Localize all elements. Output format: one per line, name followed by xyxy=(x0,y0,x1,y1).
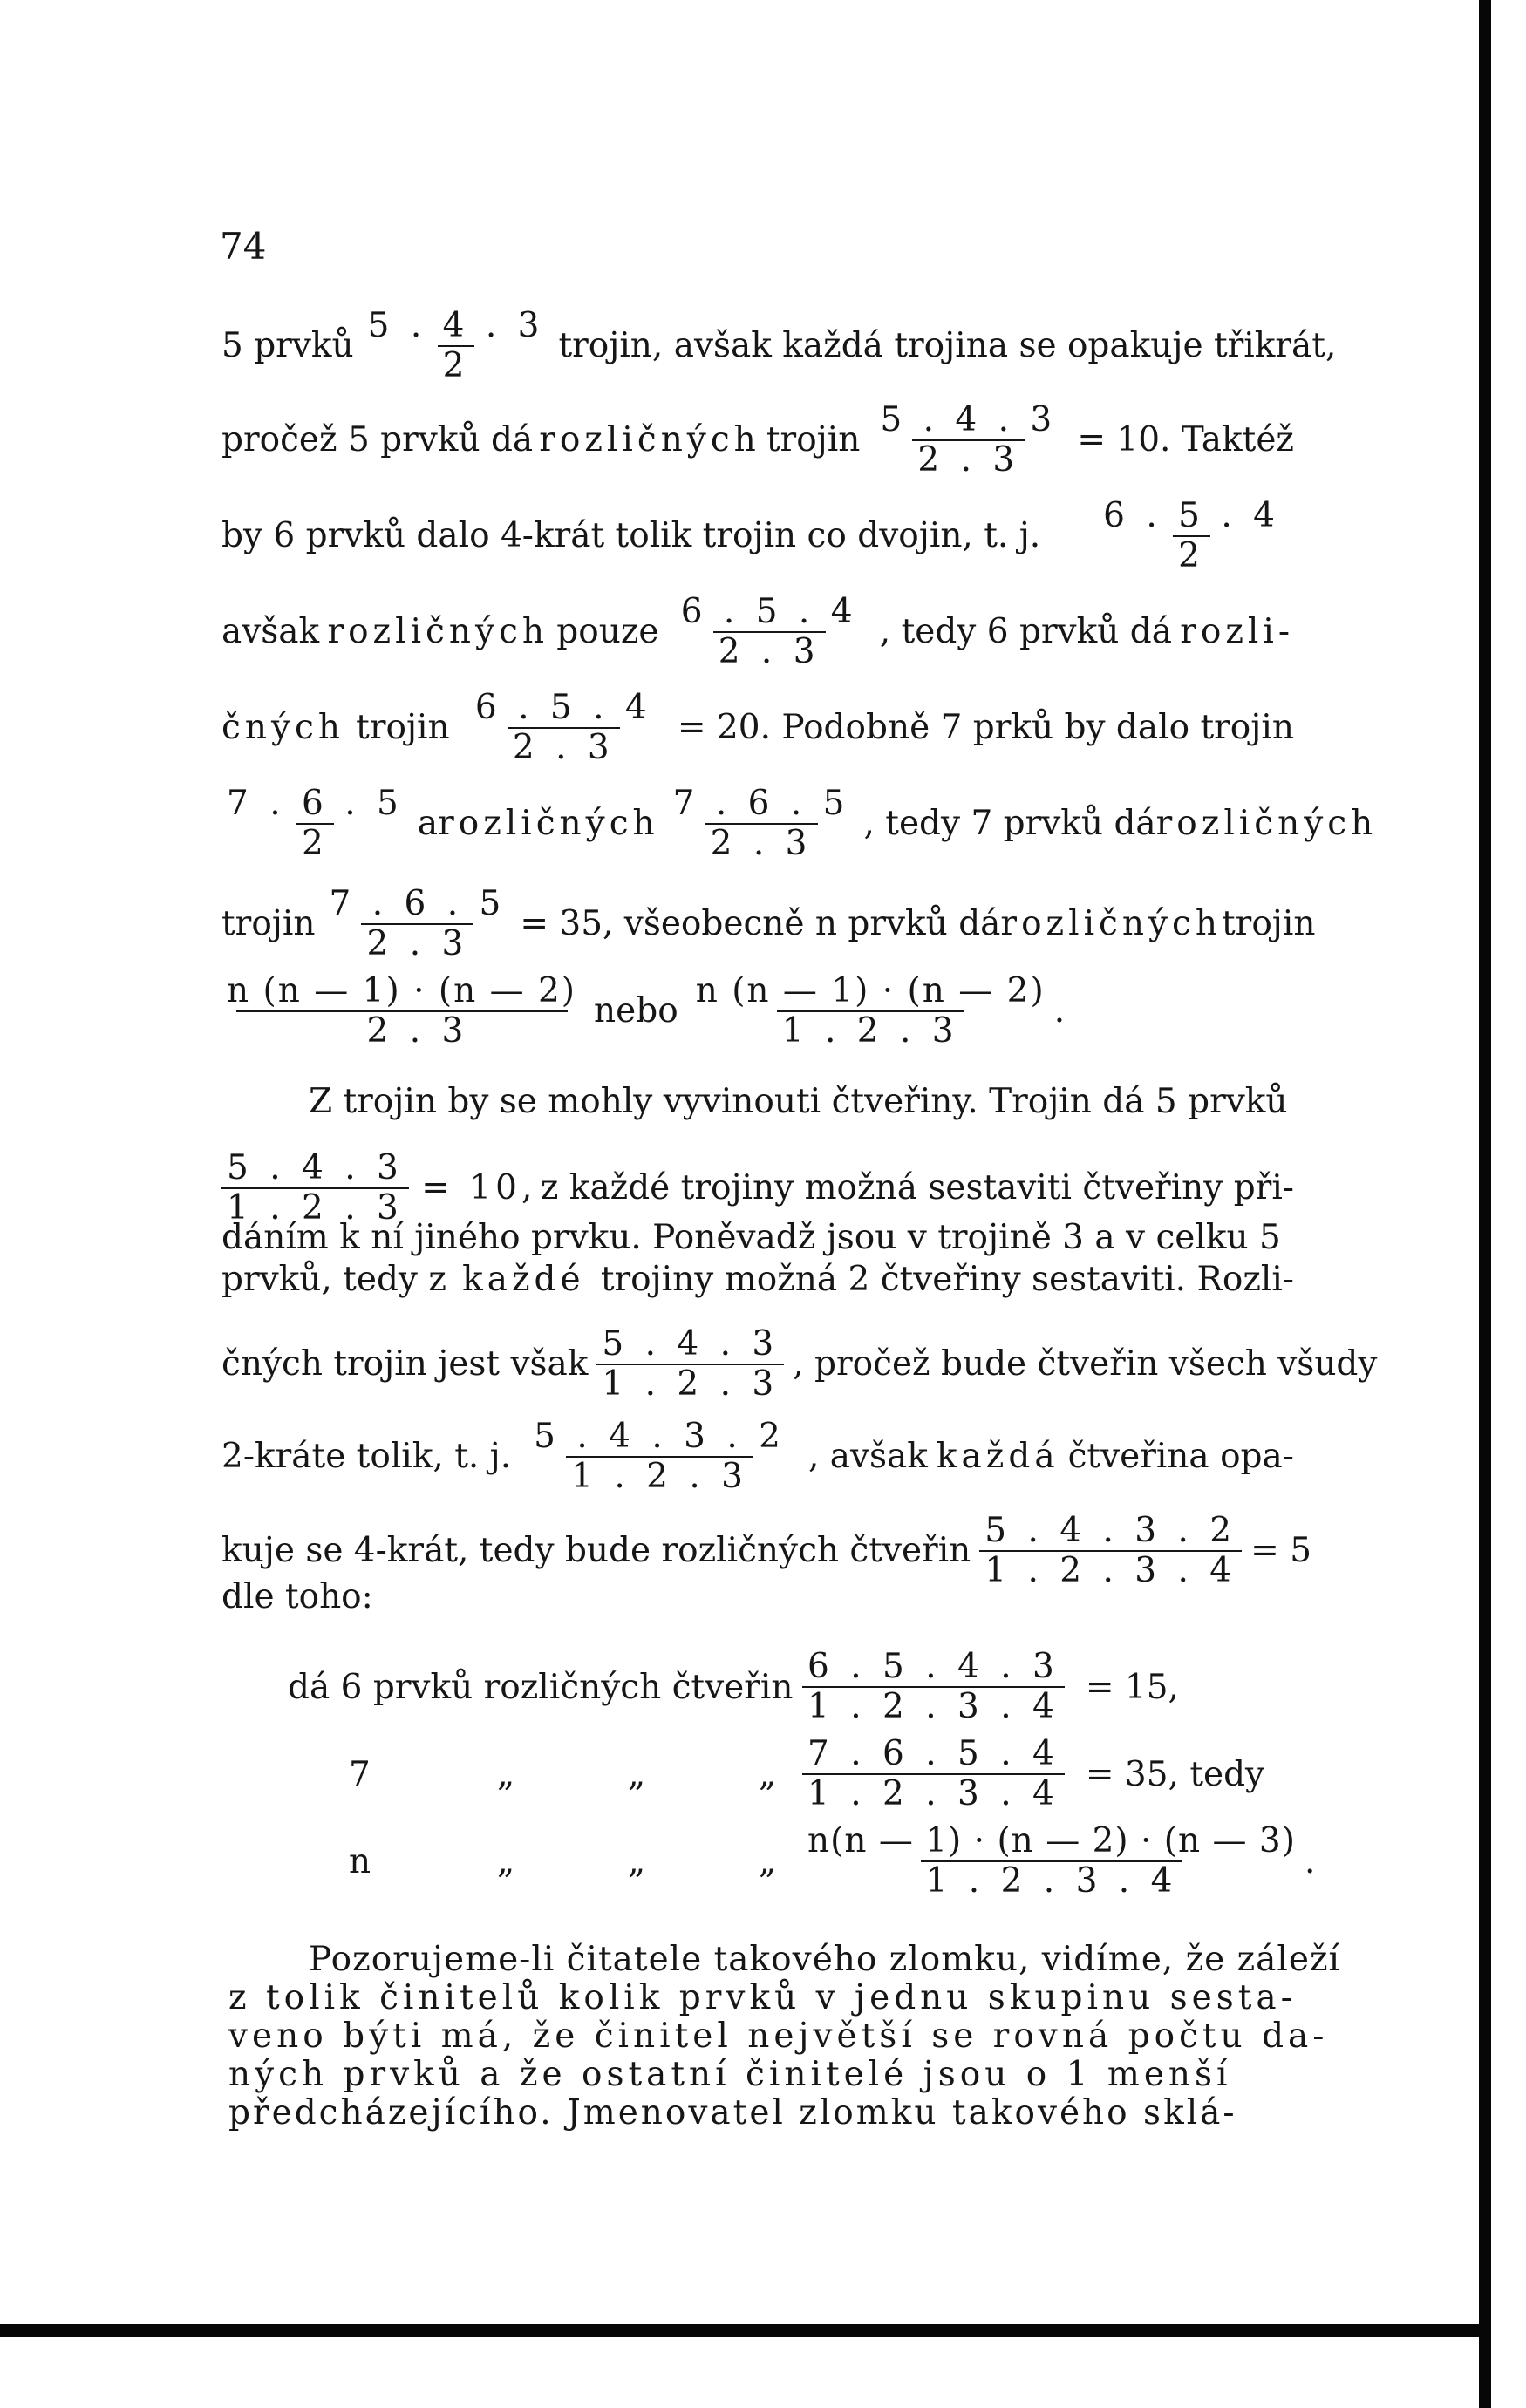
numerator: 5 . 4 . 3 xyxy=(227,1148,404,1187)
text-span: = 35, všeobecně n prvků dá xyxy=(520,904,1001,943)
text-span: trojin xyxy=(221,904,316,943)
numerator: 6 . 5 . 4 xyxy=(1103,496,1280,535)
denominator: 2 xyxy=(438,345,475,385)
denominator: 1 . 2 . 3 . 4 xyxy=(921,1860,1183,1901)
text-span-spaced: rozličných xyxy=(327,612,549,651)
fraction xyxy=(324,885,511,963)
text-span-spaced: rozličných xyxy=(1155,804,1378,843)
text-span: trojin xyxy=(766,420,861,459)
numerator: 5 . 4 . 3 . 2 xyxy=(984,1511,1237,1550)
text-span: nebo xyxy=(594,991,678,1031)
denominator: 1 . 2 . 3 xyxy=(777,1010,964,1051)
ditto-mark: „ xyxy=(759,1754,777,1794)
text-span-spaced: každá xyxy=(936,1437,1059,1476)
fraction xyxy=(1098,497,1285,575)
numerator: 5 . 4 . 3 xyxy=(602,1324,780,1364)
text-line-p2-4 xyxy=(221,1259,1294,1301)
text-span-spaced: každé xyxy=(462,1260,585,1299)
fraction xyxy=(528,1418,791,1496)
paragraph xyxy=(228,1940,1340,2133)
numerator: 5 . 4 . 3 xyxy=(880,400,1058,439)
text-span: trojin xyxy=(1222,904,1316,943)
denominator: 2 . 3 xyxy=(713,631,826,671)
text-span: by 6 prvků dalo 4-krát tolik trojin co dvojin, t. j. xyxy=(221,516,1041,555)
table-row xyxy=(288,1648,1179,1726)
text-line-p2-3 xyxy=(221,1217,1294,1259)
denominator: 2 . 3 xyxy=(361,923,473,963)
text-span-spaced: rozličných xyxy=(438,804,659,843)
text-line-3 xyxy=(221,497,1294,575)
fraction xyxy=(221,1149,409,1228)
denominator: 2 . 3 xyxy=(236,1010,568,1051)
text-span: = 10. Taktéž xyxy=(1077,420,1294,459)
text-line-p2-1 xyxy=(221,1081,1294,1123)
row-result: = 15, xyxy=(1085,1667,1179,1707)
fraction xyxy=(691,972,1051,1051)
fraction xyxy=(802,1735,1065,1813)
text-span: trojin, avšak každá trojina se opakuje třikrát, xyxy=(558,326,1337,365)
table-row xyxy=(288,1822,1315,1901)
page-edge-right xyxy=(1479,0,1491,2408)
row-label: dá 6 prvků rozličných čtveřin xyxy=(288,1667,794,1707)
numerator: 6 . 5 . 4 xyxy=(474,688,652,727)
text-span: , pročež bude čtveřin všech všudy xyxy=(793,1344,1378,1384)
text-span: , tedy 7 prvků dá xyxy=(863,804,1156,843)
text-line-p2-8 xyxy=(221,1576,1294,1618)
text-span: prvků, tedy z xyxy=(221,1260,446,1299)
text-span: a xyxy=(417,804,439,843)
ditto-mark: „ xyxy=(628,1754,646,1794)
text-span: dáním k ní jiného prvku. Poněvadž jsou v trojině 3 a v celku 5 xyxy=(221,1218,1281,1257)
text-line-1 xyxy=(221,306,1337,385)
text-span: kuje se 4-krát, tedy bude rozličných čtveřin xyxy=(221,1531,971,1570)
numerator: 7 . 6 . 5 xyxy=(329,884,507,923)
text-span: dle toho: xyxy=(221,1577,373,1616)
fraction xyxy=(363,307,550,385)
text-line-7 xyxy=(221,884,1316,963)
numerator: n (n — 1) · (n — 2) xyxy=(695,971,1046,1010)
text-span-spaced: rozličných xyxy=(539,420,760,459)
denominator: 1 . 2 . 3 xyxy=(566,1456,753,1496)
text-span: . xyxy=(1053,991,1066,1031)
denominator: 1 . 2 . 3 xyxy=(221,1187,409,1228)
text-span: , avšak xyxy=(807,1437,928,1476)
text-span: z každé trojiny možná sestaviti čtveřiny při- xyxy=(540,1168,1294,1207)
text-span: trojiny možná 2 čtveřiny sestaviti. Rozli- xyxy=(600,1260,1294,1299)
numerator: 5 . 4 . 3 . 2 xyxy=(534,1417,786,1456)
text-span: = 10, xyxy=(421,1168,537,1207)
text-span: čtveřina opa- xyxy=(1067,1437,1294,1476)
text-span: n xyxy=(349,1841,371,1881)
text-line-8 xyxy=(221,972,1294,1051)
numerator: 5 . 4 . 3 xyxy=(367,306,545,345)
text-span: čných trojin jest však xyxy=(221,1344,589,1384)
text-line-p2-5 xyxy=(221,1324,1378,1404)
text-line-4 xyxy=(221,593,1294,671)
text-span-spaced: čných xyxy=(221,708,344,747)
denominator: 2 xyxy=(1173,535,1210,575)
page-number: 74 xyxy=(220,225,267,268)
page-edge-bottom xyxy=(0,2324,1491,2337)
text-line-p2-6 xyxy=(221,1418,1294,1496)
text-span: , tedy 6 prvků dá xyxy=(879,612,1172,651)
text-span: Z trojin by se mohly vyvinouti čtveřiny. Trojin dá 5 prvků xyxy=(309,1082,1288,1121)
numerator: 7 . 6 . 5 xyxy=(672,784,850,823)
paragraph-line: Pozorujeme-li čitatele takového zlomku, vidíme, že záleží xyxy=(309,1940,1340,1979)
fraction xyxy=(802,1822,1301,1901)
numerator: 7 . 6 . 5 xyxy=(227,784,404,823)
ditto-mark: „ xyxy=(628,1841,646,1881)
fraction xyxy=(596,1325,784,1404)
text-span: = 20. Podobně 7 prků by dalo trojin xyxy=(677,708,1294,747)
denominator: 1 . 2 . 3 . 4 xyxy=(802,1773,1065,1813)
fraction xyxy=(875,401,1062,480)
fraction xyxy=(221,972,582,1051)
text-line-p2-2 xyxy=(221,1149,1294,1228)
fraction xyxy=(676,593,863,671)
numerator: 6 . 5 . 4 . 3 xyxy=(807,1647,1059,1686)
fraction xyxy=(221,785,409,863)
ditto-mark: „ xyxy=(759,1841,777,1881)
row-label xyxy=(288,1755,802,1794)
text-span: = 5 xyxy=(1250,1531,1312,1570)
denominator: 1 . 2 . 3 . 4 xyxy=(802,1686,1065,1726)
paragraph-line: veno býti má, že činitel největší se rovná počtu da- xyxy=(228,2017,1329,2056)
text-span: 2-kráte tolik, t. j. xyxy=(221,1437,512,1476)
numerator: n(n — 1) · (n — 2) · (n — 3) xyxy=(807,1821,1296,1860)
text-span: pouze xyxy=(556,612,659,651)
row-result: = 35, tedy xyxy=(1085,1754,1265,1794)
text-span: trojin xyxy=(356,708,450,747)
ditto-mark: „ xyxy=(497,1841,515,1881)
row-result: . xyxy=(1304,1841,1316,1881)
denominator: 1 . 2 . 3 xyxy=(596,1364,784,1404)
text-span: 5 prvků xyxy=(221,326,354,365)
text-span-spaced: rozličných xyxy=(1000,904,1222,943)
text-line-6 xyxy=(221,784,1378,863)
fraction xyxy=(668,785,855,863)
denominator: 2 . 3 xyxy=(912,439,1025,480)
fraction xyxy=(802,1648,1065,1726)
paragraph-line: z tolik činitelů kolik prvků v jednu skupinu sesta- xyxy=(228,1978,1297,2017)
numerator: 7 . 6 . 5 . 4 xyxy=(807,1734,1059,1773)
text-span: 7 xyxy=(349,1754,371,1794)
paragraph-line: ných prvků a že ostatní činitelé jsou o 1 menší xyxy=(228,2055,1232,2094)
text-line-2 xyxy=(221,401,1294,480)
text-span: pročež 5 prvků dá xyxy=(221,420,534,459)
numerator: 6 . 5 . 4 xyxy=(680,592,858,631)
text-span-spaced: rozli- xyxy=(1180,612,1294,651)
row-label xyxy=(288,1842,802,1881)
text-line-5 xyxy=(221,689,1294,767)
fraction xyxy=(470,689,657,767)
denominator: 2 . 3 xyxy=(705,823,818,863)
ditto-mark: „ xyxy=(497,1754,515,1794)
denominator: 1 . 2 . 3 . 4 xyxy=(979,1550,1242,1590)
paragraph-line: předcházejícího. Jmenovatel zlomku takového sklá- xyxy=(228,2093,1237,2133)
denominator: 2 . 3 xyxy=(508,727,620,767)
numerator: n (n — 1) · (n — 2) xyxy=(227,971,577,1010)
table-row xyxy=(288,1735,1264,1813)
denominator: 2 xyxy=(296,823,334,863)
text-span: avšak xyxy=(221,612,320,651)
